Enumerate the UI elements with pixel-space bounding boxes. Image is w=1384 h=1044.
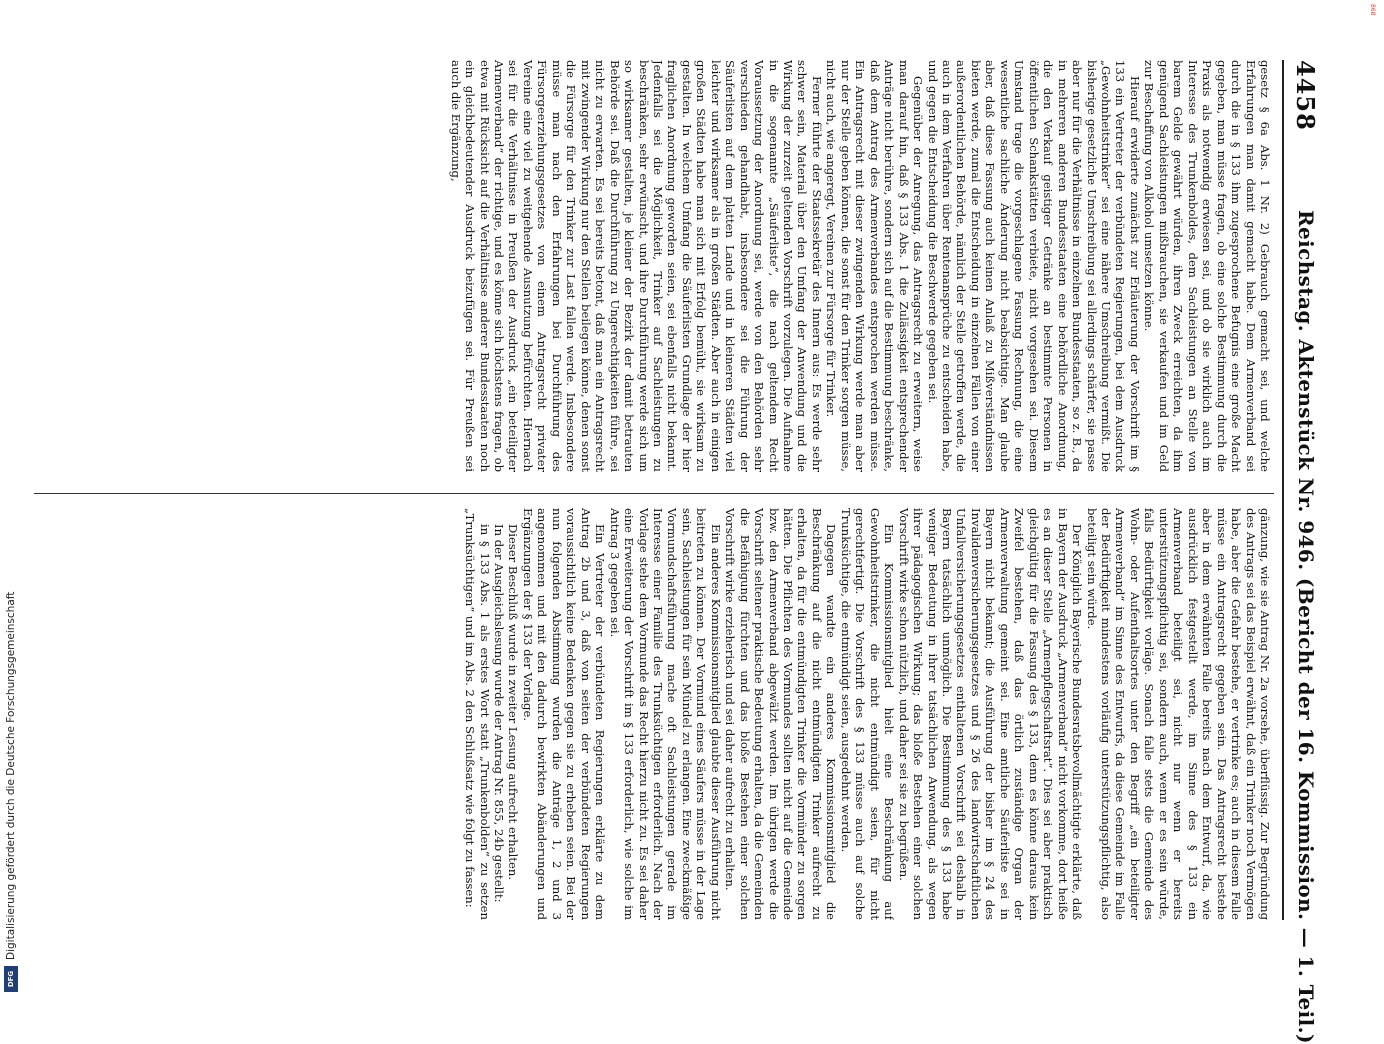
- paragraph: Ein Kommissionsmitglied hielt eine Beschränkung auf Gewohnheitstrinker, die nicht entmündigt seien, für nicht gerechtfertigt. Die Vorschrift des § 133 müsse auch auf solche Trunksüchtige, die entmündigt seien, ausgedehnt werden.: [838, 508, 897, 920]
- paragraph: Dieser Beschluß wurde in zweiter Lesung aufrecht erhalten.: [506, 524, 521, 880]
- running-head: [1286, 60, 1322, 1044]
- paragraph: in § 133 Abs. 1 als erstes Wort statt „Trunkenbolden“ zu setzen „Trunksüchtigen“ und im Abs. 2 den Schlußsatz wie folgt zu fassen:: [463, 508, 492, 920]
- dfg-logo-text: DFG: [7, 970, 15, 988]
- page-header-title: Reichstag. Aktenstück Nr. 946. (Bericht der 16. Kommission. — 1. Teil.): [1294, 210, 1318, 1044]
- page-number: 4458: [1291, 60, 1320, 131]
- paragraph: Ein anderes Kommissionsmitglied glaubte dieser Ausführung nicht beitreten zu können. Der Vormund eines Säufers müsse in der Lage sein, Sachleistungen für sein Mündel zu erlangen. Eine zweckmäßige Vormundschaftsführung mache oft Sachleistungen gerade im Interesse einer Familie des Trunksüchtigen erforderlich. Nach der Vorlage stehe dem Vormunde das Recht hierzu nicht zu. Es sei daher eine Erweiterung der Vorschrift im § 133 erforderlich, wie solche im Antrag 3 gegeben sei.: [607, 508, 723, 920]
- left-text-column: [32, 60, 1272, 472]
- paragraph: Hierauf erwiderte zunächst zur Erläuterung der Vorschrift im § 133 ein Vertreter der verbündeten Regierungen, bei dem Ausdruck „Gewohnheitstrinker“ sei eine nähere Umschreibung vermißt. Die bisherige gesetzliche Umschreibung sei allerdings schärfer, sie passe aber nur für die Verhältnisse in einzelnen Bundesstaaten, so z. B., da in mehreren anderen Bundesstaaten eine behördliche Anordnung, die den Verkauf geistiger Getränke an bestimmte Personen in öffentlichen Schankstätten verbiete, nicht vorgesehen sei. Diesem Umstand trage die vorgeschlagene Fassung Rechnung, die eine wesentliche sachliche Änderung nicht beabsichtige. Man glaube aber, daß diese Fassung auch keinen Anlaß zu Mißverständnissen bieten werde, zumal die Entscheidung in einzelnen Fällen von einer außerordentlichen Behörde, nämlich der Stelle getroffen werde, die auch in dem Verfahren über Rentenansprüche zu entscheiden habe, und gegen die Entscheidung die Beschwerde gegeben sei.: [925, 60, 1142, 472]
- corner-mark: [1368, 4, 1378, 34]
- dfg-logo: [4, 966, 18, 992]
- paragraph: Gegenüber der Anregung, das Antragsrecht zu erweitern, weise man darauf hin, daß § 133 Abs. 1 die Zulässigkeit entsprechender Anträge nicht berühre, sondern sich auf die Bestimmung beschränke, daß dem Antrag des Armenverbandes entsprochen werden müsse. Ein Antragsrecht mit dieser zwingenden Wirkung werde man aber nur der Stelle geben können, die sonst für den Trinker sorgen müsse, nicht auch, wie angeregt, Vereinen zur Fürsorge für Trinker.: [824, 60, 926, 472]
- paragraph: In der Ausgleichslesung wurde der Antrag Nr. 855, 24b gestellt:: [491, 524, 506, 903]
- paragraph: gänzung, wie sie Antrag Nr. 2a vorsehe, überflüssig. Zur Begründung des Antrags sei das Beispiel erwähnt, daß ein Trinker noch Vermögen habe, aber die Gefahr bestehe, er vertrinke es; auch in diesem Falle müsse ein Antragsrecht gegeben sein. Das Antragsrecht bestehe aber in dem erwähnten Falle bereits nach dem Entwurf, da, wie ausdrücklich festgestellt werde, im Sinne des § 133 ein Armenverband beteiligt sei, nicht nur wenn er bereits unterstützungspflichtig sei, sondern auch, wenn er es sein würde, falls Bedürftigkeit vorläge. Sonach falle stets die Gemeinde des Wohn- oder Aufenthaltsortes unter den Begriff „ein beteiligter Armenverband“ im Sinne des Entwurfs, da diese Gemeinde im Falle der Bedürftigkeit mindestens vorläufig unterstützungspflichtig, also beteiligt sein würde.: [1084, 508, 1272, 920]
- column-divider: [34, 493, 1274, 494]
- corner-mark-text: 868: [1369, 4, 1376, 16]
- header-rule: [1282, 60, 1284, 920]
- right-text-column: [32, 508, 1272, 920]
- digitization-credit-text: Digitalisierung gefördert durch die Deutsche Forschungsgemeinschaft: [5, 591, 17, 960]
- paragraph: Dagegen wandte ein anderes Kommissionsmitglied die Beschränkung auf die nicht entmündigten Trinker aufrecht zu erhalten, da für die entmündigten Trinker die Vormünder zu sorgen hätten. Die Pflichten des Vormundes sollten nicht auf die Gemeinde bzw. den Armenverband abgewälzt werden. Im übrigen werde die Vorschrift seltener praktische Bedeutung erhalten, da die Gemeinden die Befähigung fürchten und das bloße Bestehen einer solchen Vorschrift wirke erzieherisch und sei daher aufrecht zu erhalten.: [723, 508, 839, 920]
- paragraph: Der Königlich Bayerische Bundesratsbevollmächtigte erklärte, daß in Bayern der Ausdruck „Armenverband“ nicht vorkomme, dort heiße es an dieser Stelle „Armenpflegschaftsrat“. Dies sei aber praktisch gleichgültig für die Fassung des § 133, denn es könne daraus kein Zweifel bestehen, daß das örtlich zuständige Organ der Armenverwaltung gemeint sei. Eine amtliche Säuferliste sei in Bayern nicht bekannt; die Ausführung der bisher im § 24 des Invalidenversicherungsgesetzes und § 26 des landwirtschaftlichen Unfallversicherungsgesetzes enthaltenen Vorschrift sei deshalb in Bayern tatsächlich unmöglich. Die Bestimmung des § 133 habe weniger Bedeutung in ihrer tatsächlichen Anwendung, als wegen ihrer pädagogischen Wirkung; das bloße Bestehen einer solchen Vorschrift wirke schon nützlich, und daher sei sie zu begrüßen.: [896, 508, 1085, 920]
- paragraph: gesetz § 6a Abs. 1 Nr. 2) Gebrauch gemacht sei, und welche Erfahrungen man damit gemacht habe. Dem Armenverband sei durch die in § 133 ihm zugesprochene Befugnis eine große Macht gegeben, man müsse fragen, ob eine solche Bestimmung durch die Praxis als notwendig erwiesen sei, und ob sie wirklich auch im Interesse des Trunkenboldes, dem Sachleistungen an Stelle von barem Gelde gewährt würden, ihren Zweck erreichten, da ihm genügend Sachleistungen mißbrauchen, sie verkaufen und im Geld zur Beschaffung von Alkohol umsetzen könne.: [1142, 60, 1272, 472]
- digitization-credit-strip: [0, 0, 24, 1000]
- paragraph: Ferner führte der Staatssekretär des Innern aus: Es werde sehr schwer sein, Material über den Umfang der Anwendung und die Wirkung der zurzeit geltenden Vorschrift vorzulegen. Die Aufnahme in die sogenannte „Säuferliste“, die nach geltendem Recht Voraussetzung der Anordnung sei, werde von den Behörden sehr verschieden gehandhabt, insbesondere sei die Führung der Säuferlisten auf dem platten Lande und in kleineren Städten viel leichter und wirksamer als in großen Städten. Aber auch in einigen großen Städten habe man sich mit Erfolg bemüht, sie wirksam zu gestalten. In welchem Umfang die Säuferlisten Grundlage der hier fraglichen Anordnung geworden seien, sei ebenfalls nicht bekannt. Jedenfalls sei die Möglichkeit, Trinker auf Sachleistungen zu beschränken, sehr erwünscht, und ihre Durchführung werde sich um so wirksamer gestalten, je kleiner der Bezirk der damit betrauten Behörde sei. Daß die Durchführung zu Ungerechtigkeiten führe, sei nicht zu erwarten. Es sei bereits betont, daß man ein Antragsrecht mit zwingender Wirkung nur den Stellen beilegen könne, denen sonst die Fürsorge für den Trinker zur Last fallen werde. Insbesondere müsse man nach den Erfahrungen bei Durchführung des Fürsorgeerziehungsgesetzes von einem Antragsrecht privater Vereine eine viel zu weitgehende Ausnutzung befürchten. Hiernach sei für die Verhältnisse in Preußen der Ausdruck „ein beteiligter Armenverband“ der richtige, und es könne sich höchstens fragen, ob etwa mit Rücksicht auf die Verhältnisse anderer Bundesstaaten noch ein gleichbedeutender Ausdruck beizufügen sei. Für Preußen sei auch die Ergänzung,: [448, 60, 824, 472]
- paragraph: Ein Vertreter der verbündeten Regierungen erklärte zu dem Antrag 2b und 3, daß von seiten der verbündeten Regierungen voraussichtlich keine Bedenken gegen sie zu erheben seien. Bei der nun folgenden Abstimmung wurden die Anträge 1, 2 und 3 angenommen und mit den dadurch bewirkten Abänderungen und Ergänzungen der § 133 der Vorlage.: [520, 508, 608, 920]
